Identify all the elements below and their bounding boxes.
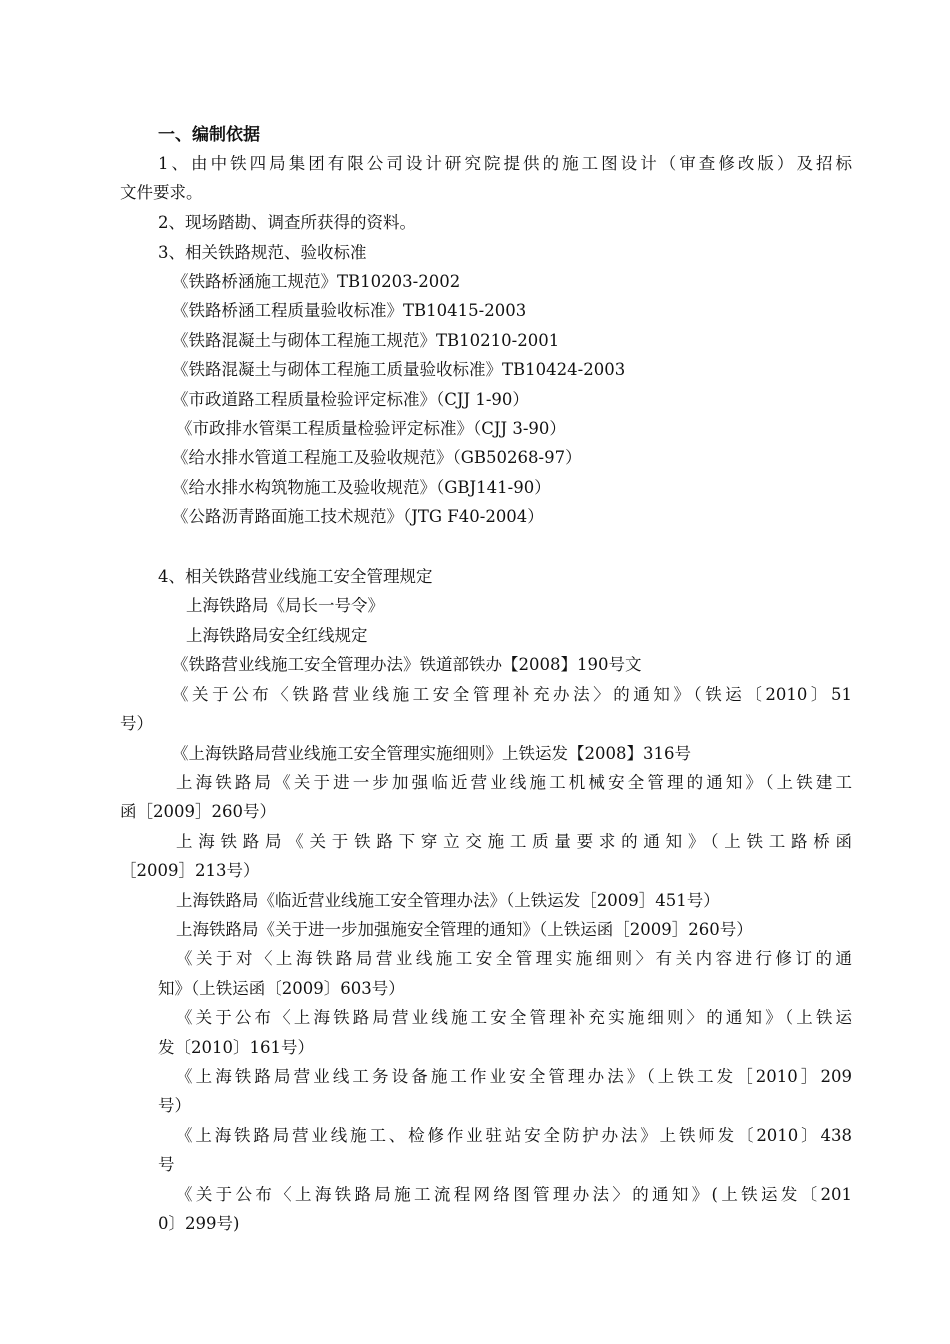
regulation-item-line-2: 号	[158, 1155, 175, 1174]
standard-item: 《给水排水构筑物施工及验收规范》（GBJ141-90）	[172, 478, 551, 497]
regulation-item: 《上海铁路局营业线施工安全管理实施细则》上铁运发【2008】316号	[172, 744, 691, 763]
regulation-item-line-1: 《关于对〈上海铁路局营业线施工安全管理实施细则〉有关内容进行修订的通	[176, 949, 852, 968]
regulation-item: 上海铁路局《局长一号令》	[186, 596, 384, 615]
regulation-item-line-2: 发〔2010〕161号）	[158, 1038, 314, 1057]
regulation-item-line-1: 《上海铁路局营业线施工、检修作业驻站安全防护办法》上铁师发〔2010〕438	[176, 1126, 852, 1145]
regulation-item-line-1: 《关于公布〈上海铁路局施工流程网络图管理办法〉的通知》(上铁运发〔201	[176, 1185, 852, 1204]
standard-item: 《公路沥青路面施工技术规范》（JTG F40-2004）	[172, 507, 544, 526]
regulation-item: 上海铁路局《临近营业线施工安全管理办法》（上铁运发［2009］451号）	[176, 891, 720, 910]
standard-item: 《市政道路工程质量检验评定标准》（CJJ 1-90）	[172, 390, 529, 409]
section-heading: 一、编制依据	[158, 125, 260, 145]
basis-item-2: 2、现场踏勘、调查所获得的资料。	[158, 213, 416, 232]
regulation-item-line-1: 《上海铁路局营业线工务设备施工作业安全管理办法》（上铁工发［2010］209	[176, 1067, 852, 1086]
regulation-item-line-1: 《关于公布〈上海铁路局营业线施工安全管理补充实施细则〉的通知》（上铁运	[176, 1008, 852, 1027]
regulation-item: 《铁路营业线施工安全管理办法》铁道部铁办【2008】190号文	[172, 655, 642, 674]
regulation-item: 上海铁路局《关于进一步加强施安全管理的通知》（上铁运函［2009］260号）	[176, 920, 753, 939]
regulation-item-line-2: 号）	[158, 1096, 191, 1115]
regulation-item-line-2: 函［2009］260号）	[120, 802, 276, 821]
standard-item: 《铁路混凝土与砌体工程施工质量验收标准》TB10424-2003	[172, 360, 626, 379]
regulation-item-line-2: 号）	[120, 714, 153, 733]
standard-item: 《给水排水管道工程施工及验收规范》（GB50268-97）	[172, 448, 582, 467]
regulation-item-line-1: 上海铁路局《关于进一步加强临近营业线施工机械安全管理的通知》（上铁建工	[176, 773, 852, 792]
regulation-item-line-1: 《关于公布〈铁路营业线施工安全管理补充办法〉的通知》（铁运〔2010〕51	[172, 685, 852, 704]
basis-item-1-line-1: 1、由中铁四局集团有限公司设计研究院提供的施工图设计（审查修改版）及招标	[158, 154, 852, 173]
standard-item: 《铁路桥涵工程质量验收标准》TB10415-2003	[172, 301, 527, 320]
regulation-item: 上海铁路局安全红线规定	[186, 626, 368, 645]
standard-item: 《铁路桥涵施工规范》TB10203-2002	[172, 272, 461, 291]
basis-item-4: 4、相关铁路营业线施工安全管理规定	[158, 567, 433, 586]
regulation-item-line-2: 知》（上铁运函〔2009〕603号）	[158, 979, 405, 998]
regulation-item-line-2: ［2009］213号）	[120, 861, 260, 880]
basis-item-1-line-2: 文件要求。	[120, 183, 203, 202]
regulation-item-line-1: 上海铁路局《关于铁路下穿立交施工质量要求的通知》（上铁工路桥函	[176, 832, 852, 851]
basis-item-3: 3、相关铁路规范、验收标准	[158, 243, 367, 262]
regulation-item-line-2: 0〕299号)	[158, 1214, 240, 1233]
standard-item: 《铁路混凝土与砌体工程施工规范》TB10210-2001	[172, 331, 560, 350]
standard-item: 《市政排水管渠工程质量检验评定标准》（CJJ 3-90）	[176, 419, 566, 438]
